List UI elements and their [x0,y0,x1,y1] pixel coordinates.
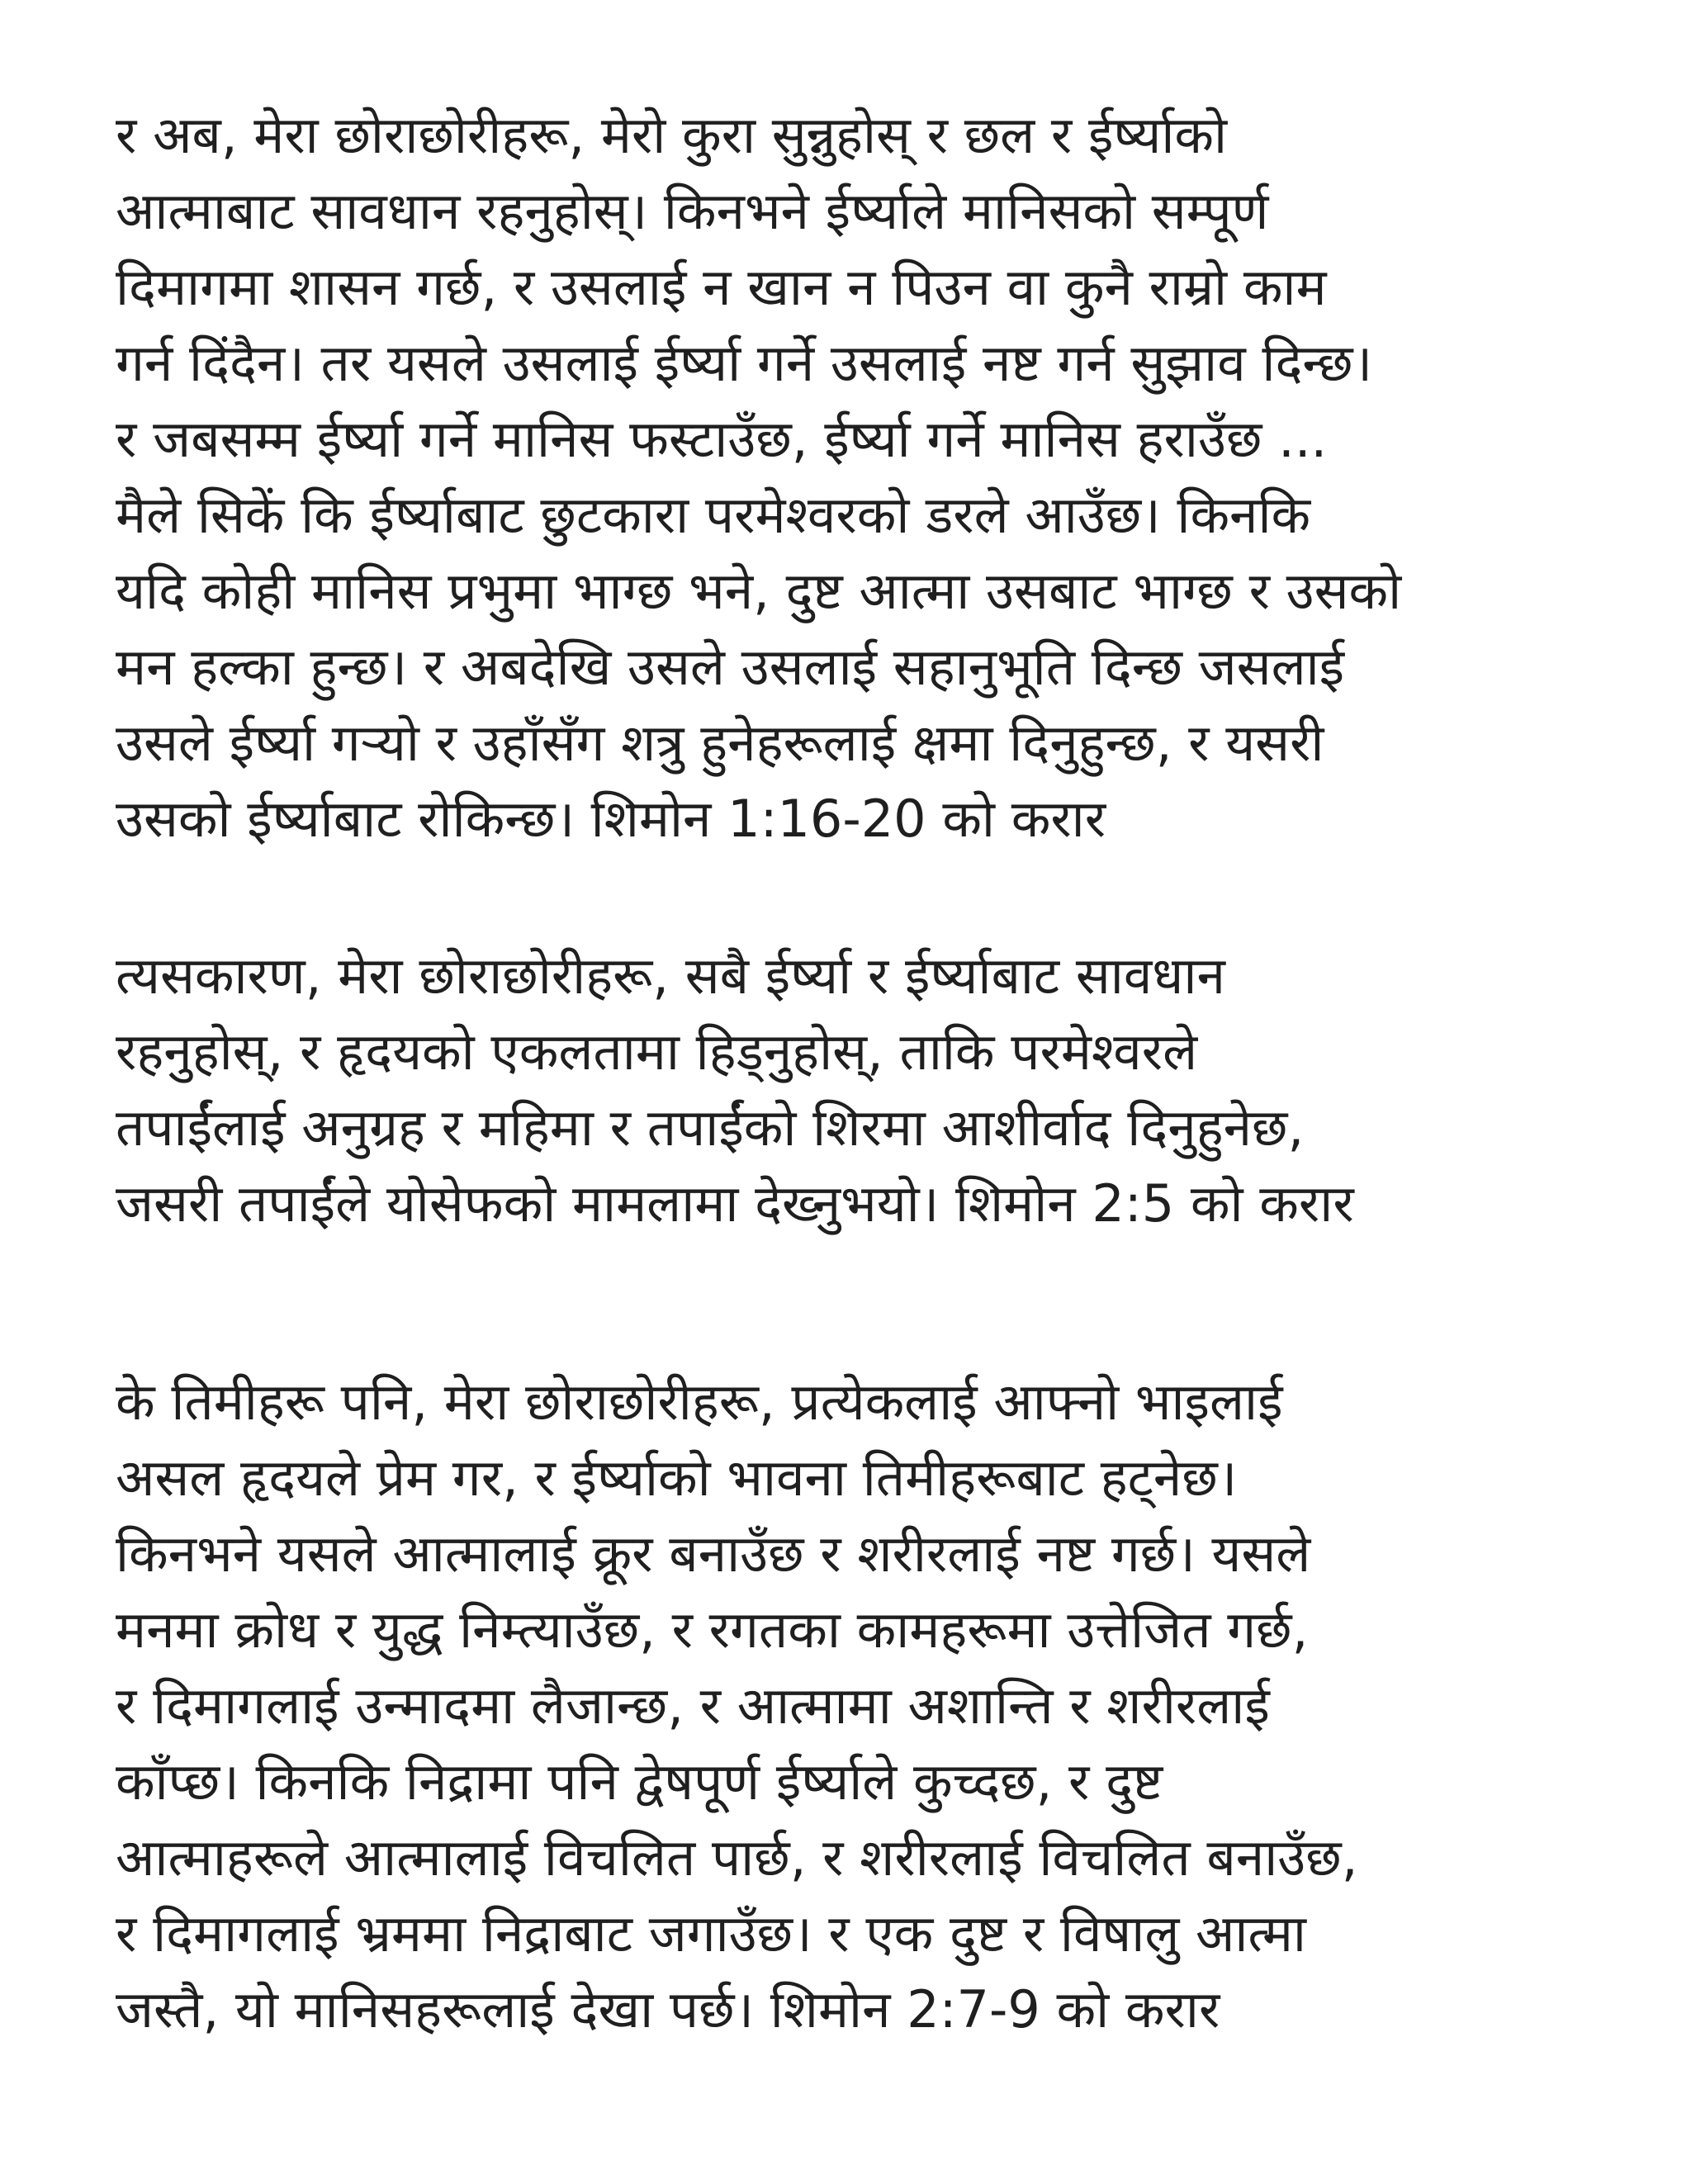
text-line: गर्न दिंदैन। तर यसले उसलाई ईर्ष्या गर्ने उसलाई नष्ट गर्न सुझाव दिन्छ। [116,333,1373,393]
text-line: मैले सिकें कि ईर्ष्याबाट छुटकारा परमेश्वरको डरले आउँछ। किनकि [116,485,1311,545]
text-line: मन हल्का हुन्छ। र अबदेखि उसले उसलाई सहानुभूति दिन्छ जसलाई [116,637,1345,697]
text-line: उसको ईर्ष्याबाट रोकिन्छ। शिमोन 1:16-20 को करार [116,789,1106,849]
text-line: यदि कोही मानिस प्रभुमा भाग्छ भने, दुष्ट आत्मा उसबाट भाग्छ र उसको [116,561,1402,621]
paragraph-beware-envy [116,938,1602,1242]
paragraph-jealousy-spirit [116,97,1602,857]
text-line: रहनुहोस्, र हृदयको एकलतामा हिड्नुहोस्, ताकि परमेश्वरले [116,1021,1198,1082]
text-line: काँप्छ। किनकि निद्रामा पनि द्वेषपूर्ण ईर्ष्याले कुच्दछ, र दुष्ट [116,1751,1163,1812]
text-line: त्यसकारण, मेरा छोराछोरीहरू, सबै ईर्ष्या र ईर्ष्याबाट सावधान [116,945,1225,1006]
text-line: असल हृदयले प्रेम गर, र ईर्ष्याको भावना तिमीहरूबाट हट्नेछ। [116,1447,1238,1508]
paragraph-love-brother [116,1364,1602,2048]
text-line: मनमा क्रोध र युद्ध निम्त्याउँछ, र रगतका कामहरूमा उत्तेजित गर्छ, [116,1599,1309,1660]
text-line: तपाईंलाई अनुग्रह र महिमा र तपाईंको शिरमा आशीर्वाद दिनुहुनेछ, [116,1097,1305,1158]
text-line: र दिमागलाई उन्मादमा लैजान्छ, र आत्मामा अशान्ति र शरीरलाई [116,1675,1270,1736]
text-line: जसरी तपाईंले योसेफको मामलामा देख्नुभयो। शिमोन 2:5 को करार [116,1173,1354,1234]
text-line: र दिमागलाई भ्रममा निद्राबाट जगाउँछ। र एक दुष्ट र विषालु आत्मा [116,1903,1306,1964]
text-line: दिमागमा शासन गर्छ, र उसलाई न खान न पिउन वा कुनै राम्रो काम [116,257,1327,317]
text-line: आत्माहरूले आत्मालाई विचलित पार्छ, र शरीरलाई विचलित बनाउँछ, [116,1827,1358,1888]
text-line: उसले ईर्ष्या गर्‍यो र उहाँसँग शत्रु हुनेहरूलाई क्षमा दिनुहुन्छ, र यसरी [116,713,1324,773]
text-line: आत्माबाट सावधान रहनुहोस्। किनभने ईर्ष्याले मानिसको सम्पूर्ण [116,181,1269,241]
text-line: जस्तै, यो मानिसहरूलाई देखा पर्छ। शिमोन 2:7-9 को करार [116,1979,1220,2040]
text-line: र अब, मेरा छोराछोरीहरू, मेरो कुरा सुन्नुहोस् र छल र ईर्ष्याको [116,105,1228,165]
text-line: र जबसम्म ईर्ष्या गर्ने मानिस फस्टाउँछ, ईर्ष्या गर्ने मानिस हराउँछ ... [116,409,1328,469]
text-line: के तिमीहरू पनि, मेरा छोराछोरीहरू, प्रत्येकलाई आफ्नो भाइलाई [116,1372,1283,1432]
text-line: किनभने यसले आत्मालाई क्रूर बनाउँछ र शरीरलाई नष्ट गर्छ। यसले [116,1523,1311,1584]
